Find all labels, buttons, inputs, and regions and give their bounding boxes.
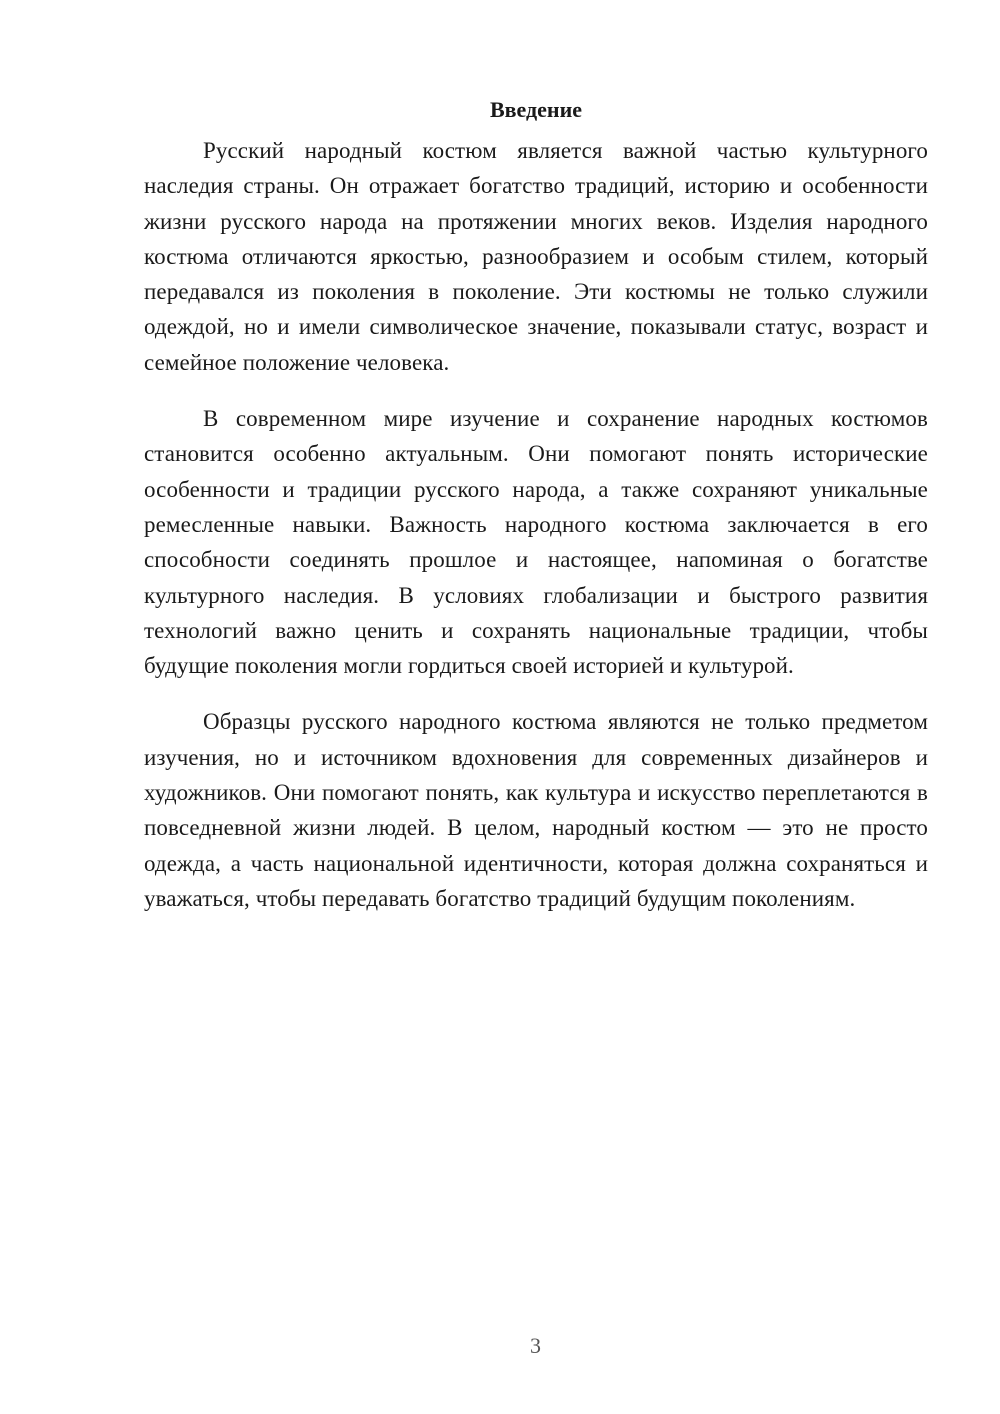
page-title: Введение	[489, 97, 583, 122]
paragraph-1: Русский народный костюм является важной частью культурного наследия страны. Он отражает богатство традиций, историю и особенности жизни русского народа на протяжении многих веков. Изделия народного костюма отличаются яркостью, разнообразием и особым стилем, который передавался из поколения в поколение. Эти костюмы не только служили одеждой, но и имели символическое значение, показывали статус, возраст и семейное положение человека.	[144, 138, 928, 375]
page-content	[144, 92, 928, 937]
page-number: 3	[530, 1333, 541, 1358]
paragraph-3: Образцы русского народного костюма являются не только предметом изучения, но и источником вдохновения для современных дизайнеров и художников. Они помогают понять, как культура и искусство переплетаются в повседневной жизни людей. В целом, народный костюм — это не просто одежда, а часть национальной идентичности, которая должна сохраняться и уважаться, чтобы передавать богатство традиций будущим поколениям.	[144, 709, 928, 911]
paragraph-2: В современном мире изучение и сохранение народных костюмов становится особенно актуальным. Они помогают понять исторические особенности и традиции русского народа, а также сохраняют уникальные ремесленные навыки. Важность народного костюма заключается в его способности соединять прошлое и настоящее, напоминая о богатстве культурного наследия. В условиях глобализации и быстрого развития технологий важно ценить и сохранять национальные традиции, чтобы будущие поколения могли гордиться своей историей и культурой.	[144, 406, 928, 679]
